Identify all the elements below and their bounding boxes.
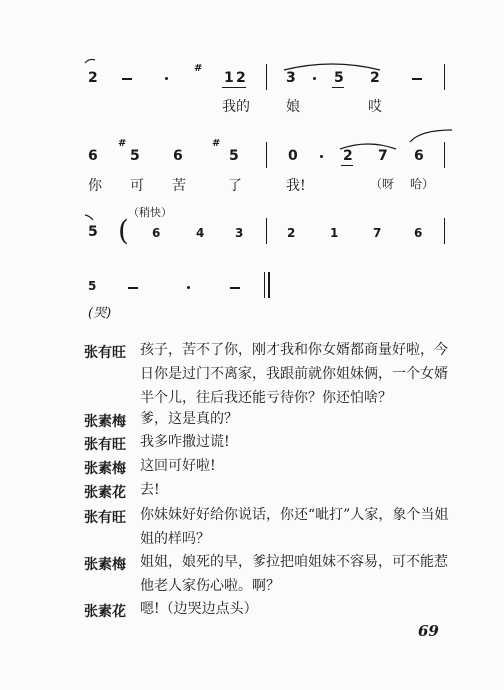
note: 5 [229, 148, 239, 164]
note: 6 [414, 148, 424, 164]
end-bar-line-thick [268, 272, 270, 298]
note: 7 [378, 148, 388, 164]
bar-line [266, 142, 267, 168]
performance-annotation: (哭) [88, 306, 112, 321]
note: 6 [414, 226, 423, 240]
note: 2 [343, 148, 353, 164]
speaker-name: 张有旺 [84, 437, 126, 453]
speech-text [140, 478, 458, 502]
speech-text [140, 597, 458, 621]
note: 5 [334, 70, 344, 86]
extension-dash [122, 78, 132, 80]
extension-dash [230, 287, 240, 289]
lyric: 了 [228, 178, 242, 194]
speaker-name: 张素花 [84, 604, 126, 620]
speech-line: 他老人家伤心啦。啊？ [140, 578, 280, 594]
sharp-sign: # [118, 138, 127, 149]
speaker-name: 张素花 [84, 485, 126, 501]
lyric: 苦 [172, 178, 186, 194]
note: 2 [370, 70, 380, 86]
eighth-underline [222, 87, 246, 88]
bar-line [266, 218, 267, 244]
speech-text [140, 407, 458, 431]
sharp-sign: # [212, 138, 221, 149]
speech-line: 姐的样吗？ [140, 531, 210, 547]
note: 7 [373, 226, 382, 240]
note: 1 [330, 226, 339, 240]
open-parenthesis: ( [118, 214, 129, 247]
note: 4 [196, 226, 205, 240]
speech-line: 半个儿，往后我还能亏待你？你还怕啥？ [140, 390, 392, 406]
speech-text [140, 503, 458, 551]
page-number: 69 [418, 622, 439, 640]
note: 1 [224, 70, 234, 86]
slur-mark [84, 57, 96, 65]
speech-line: 爹，这是真的？ [140, 411, 238, 427]
speaker-name: 张素梅 [84, 557, 126, 573]
lyric: 娘 [286, 99, 300, 115]
dot [187, 286, 190, 289]
note: 6 [173, 148, 183, 164]
speech-line: 我多咋撒过谎! [140, 434, 230, 450]
speech-text [140, 550, 458, 598]
speaker-name: 张有旺 [84, 510, 126, 526]
extension-dash [128, 287, 138, 289]
speech-line: 孩子，苦不了你，刚才我和你女婿都商量好啦，今 [140, 342, 448, 358]
speech-text [140, 454, 458, 478]
lyric: 可 [130, 178, 144, 194]
tempo-marking: （稍快） [128, 206, 172, 219]
end-bar-line-thin [264, 272, 265, 298]
lyric: （呀 [370, 177, 395, 191]
sharp-sign: # [194, 63, 203, 74]
speech-line: 嗯!（边哭边点头） [140, 601, 258, 617]
slur [282, 60, 382, 72]
eighth-underline [332, 87, 344, 88]
note: 2 [88, 70, 98, 86]
speaker-name: 张素梅 [84, 414, 126, 430]
speech-line: 这回可好啦! [140, 458, 216, 474]
speech-line: 姐姐，娘死的早，爹拉把咱姐妹不容易，可不能惹 [140, 554, 448, 570]
lyric: 哈） [410, 177, 435, 191]
eighth-underline [341, 165, 353, 166]
speech-line: 去! [140, 482, 160, 498]
bar-line [266, 64, 267, 90]
lyric: 我! [286, 178, 306, 194]
speech-text [140, 430, 458, 454]
note: 2 [236, 70, 246, 86]
lyric: 我的 [222, 99, 250, 115]
bar-line [444, 142, 445, 168]
speaker-name: 张素梅 [84, 461, 126, 477]
note: 6 [152, 226, 161, 240]
dot [165, 77, 168, 80]
bar-line [444, 218, 445, 244]
bar-line [444, 64, 445, 90]
speech-line: 你妹妹好好给你说话，你还“呲打”人家，象个当姐 [140, 507, 449, 523]
note: 2 [287, 226, 296, 240]
lyric: 你 [88, 178, 102, 194]
speaker-name: 张有旺 [84, 345, 126, 361]
extension-dash [412, 78, 422, 80]
lyric: 哎 [368, 99, 382, 115]
slur-mark [84, 214, 94, 221]
note: 5 [88, 279, 97, 293]
speech-line: 日你是过门不离家，我跟前就你姐妹俩，一个女婿 [140, 366, 448, 382]
tie-over-barline [408, 128, 454, 144]
note: 3 [235, 226, 244, 240]
note: 5 [88, 224, 98, 240]
dot [313, 77, 316, 80]
note: 5 [130, 148, 140, 164]
note: 6 [88, 148, 98, 164]
note: 0 [288, 148, 298, 164]
speech-text [140, 338, 458, 410]
dot [320, 155, 323, 158]
note: 3 [286, 70, 296, 86]
